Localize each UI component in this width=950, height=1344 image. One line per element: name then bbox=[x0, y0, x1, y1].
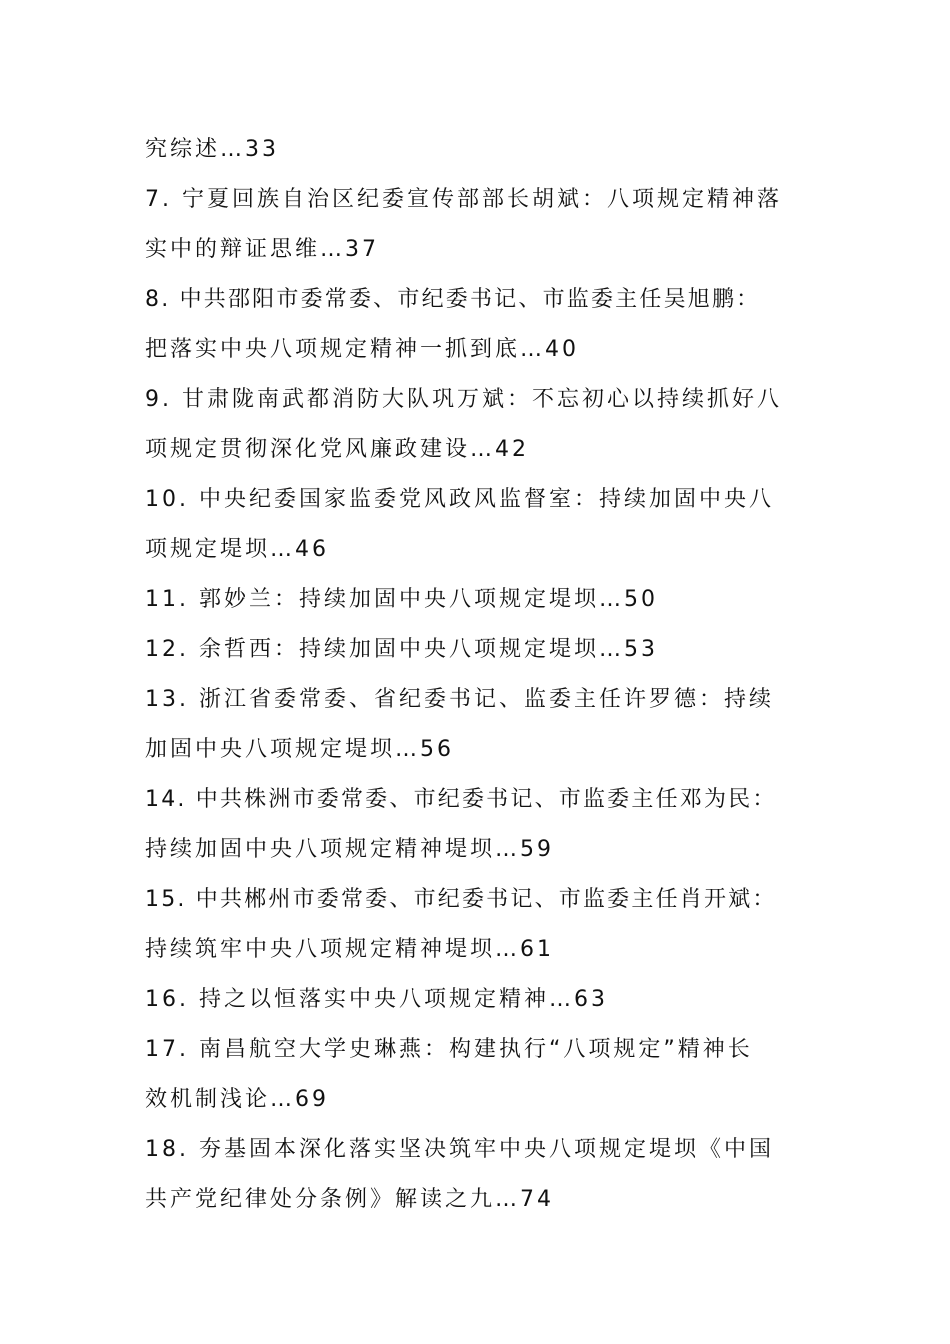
toc-line: 14. 中共株洲市委常委、市纪委书记、市监委主任邓为民： bbox=[145, 787, 777, 812]
toc-line: 9. 甘肃陇南武都消防大队巩万斌：不忘初心以持续抓好八 bbox=[145, 387, 782, 412]
toc-line: 13. 浙江省委常委、省纪委书记、监委主任许罗德：持续 bbox=[145, 687, 774, 712]
toc-line: 究综述…33 bbox=[145, 137, 279, 162]
toc-line: 持续筑牢中央八项规定精神堤坝…61 bbox=[145, 937, 554, 962]
toc-line: 17. 南昌航空大学史琳燕：构建执行“八项规定”精神长 bbox=[145, 1037, 753, 1062]
toc-line: 实中的辩证思维…37 bbox=[145, 237, 379, 262]
toc-line: 项规定堤坝…46 bbox=[145, 537, 329, 562]
toc-line: 11. 郭妙兰：持续加固中央八项规定堤坝…50 bbox=[145, 587, 658, 612]
toc-line: 加固中央八项规定堤坝…56 bbox=[145, 737, 454, 762]
toc-line: 效机制浅论…69 bbox=[145, 1087, 329, 1112]
table-of-contents bbox=[145, 125, 845, 1225]
toc-line: 15. 中共郴州市委常委、市纪委书记、市监委主任肖开斌： bbox=[145, 887, 777, 912]
toc-line: 16. 持之以恒落实中央八项规定精神…63 bbox=[145, 987, 608, 1012]
toc-line: 7. 宁夏回族自治区纪委宣传部部长胡斌：八项规定精神落 bbox=[145, 187, 782, 212]
toc-line: 12. 余哲西：持续加固中央八项规定堤坝…53 bbox=[145, 637, 658, 662]
toc-line: 把落实中央八项规定精神一抓到底…40 bbox=[145, 337, 579, 362]
toc-line: 18. 夯基固本深化落实坚决筑牢中央八项规定堤坝《中国 bbox=[145, 1137, 774, 1162]
toc-line: 共产党纪律处分条例》解读之九…74 bbox=[145, 1187, 554, 1212]
toc-line: 项规定贯彻深化党风廉政建设…42 bbox=[145, 437, 529, 462]
toc-line: 8. 中共邵阳市委常委、市纪委书记、市监委主任吴旭鹏： bbox=[145, 287, 761, 312]
toc-line: 10. 中央纪委国家监委党风政风监督室：持续加固中央八 bbox=[145, 487, 774, 512]
toc-line: 持续加固中央八项规定精神堤坝…59 bbox=[145, 837, 554, 862]
